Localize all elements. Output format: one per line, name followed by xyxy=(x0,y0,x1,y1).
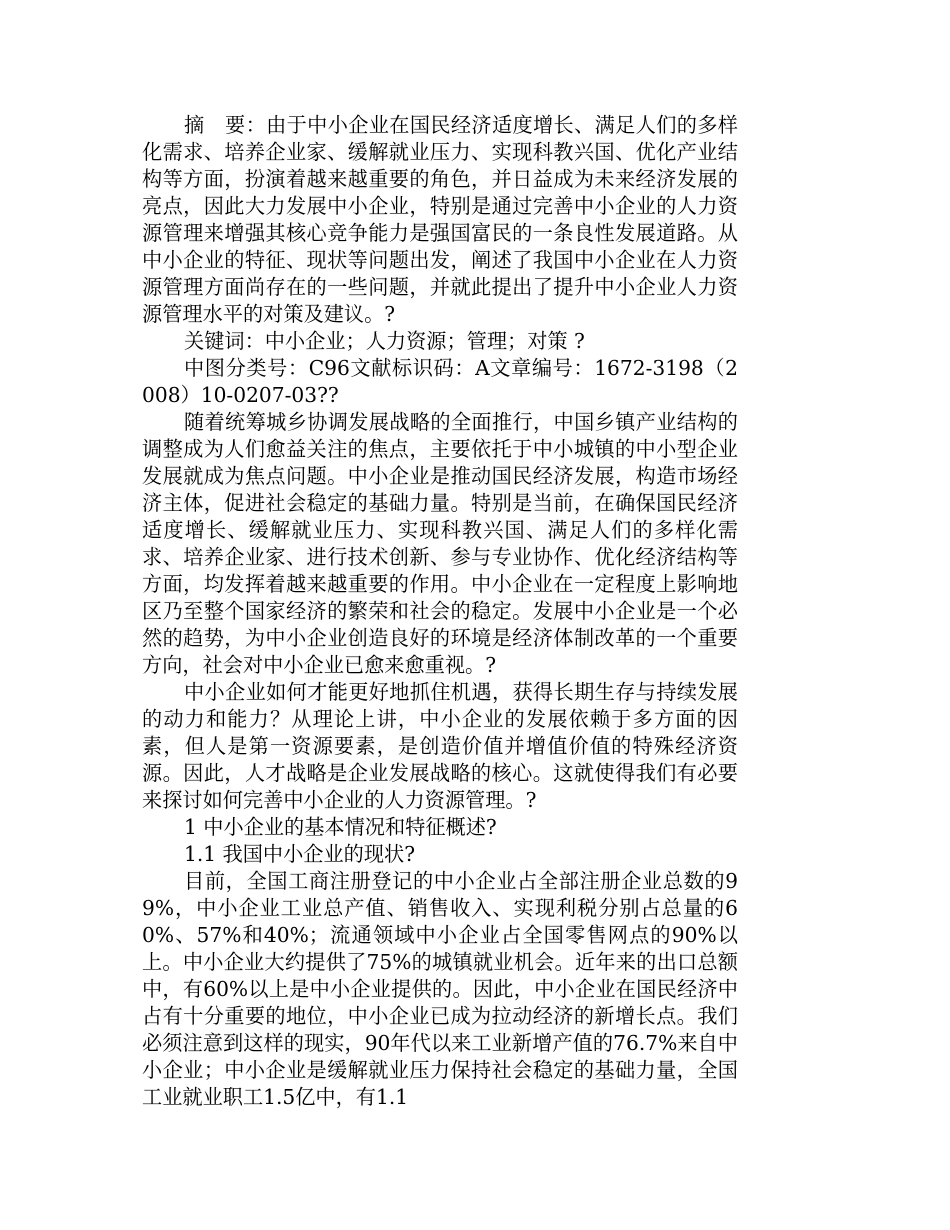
keywords-line: 关键词：中小企业；人力资源；管理；对策 ? xyxy=(184,329,585,353)
section-heading-1: 1 中小企业的基本情况和特征概述? xyxy=(184,815,497,839)
abstract-paragraph: 摘 要：由于中小企业在国民经济适度增长、满足人们的多样化需求、培养企业家、缓解就业压力、实现科教兴国、优化产业结构等方面，扮演着越来越重要的角色，并日益成为未来经济发展的亮点，因此大力发展中小企业，特别是通过完善中小企业的人力资源管理来增强其核心竞争能力是强国富民的一条良性发展道路。从中小企业的特征、现状等问题出发，阐述了我国中小企业在人力资源管理方面尚存在的一些问题，并就此提出了提升中小企业人力资源管理水平的对策及建议。? xyxy=(142,113,738,326)
body-paragraph-2: 中小企业如何才能更好地抓住机遇，获得长期生存与持续发展的动力和能力？从理论上讲，中小企业的发展依赖于多方面的因素，但人是第一资源要素，是创造价值并增值价值的特殊经济资源。因此，人才战略是企业发展战略的核心。这就使得我们有必要来探讨如何完善中小企业的人力资源管理。? xyxy=(142,680,738,812)
section-heading-1-1: 1.1 我国中小企业的现状? xyxy=(184,842,416,866)
classification-line: 中图分类号：C96文献标识码：A文章编号：1672-3198（2008）10-0207-03?? xyxy=(142,356,738,407)
body-paragraph-3: 目前，全国工商注册登记的中小企业占全部注册企业总数的99%，中小企业工业总产值、销售收入、实现利税分别占总量的60%、57%和40%；流通领域中小企业占全国零售网点的90%以上。中小企业大约提供了75%的城镇就业机会。近年来的出口总额中，有60%以上是中小企业提供的。因此，中小企业在国民经济中占有十分重要的地位，中小企业已成为拉动经济的新增长点。我们必须注意到这样的现实，90年代以来工业新增产值的76.7%来自中小企业；中小企业是缓解就业压力保持社会稳定的基础力量，全国工业就业职工1.5亿中，有1.1 xyxy=(142,869,738,1109)
body-paragraph-1: 随着统筹城乡协调发展战略的全面推行，中国乡镇产业结构的调整成为人们愈益关注的焦点，主要依托于中小城镇的中小型企业发展就成为焦点问题。中小企业是推动国民经济发展，构造市场经济主体，促进社会稳定的基础力量。特别是当前，在确保国民经济适度增长、缓解就业压力、实现科教兴国、满足人们的多样化需求、培养企业家、进行技术创新、参与专业协作、优化经济结构等方面，均发挥着越来越重要的作用。中小企业在一定程度上影响地区乃至整个国家经济的繁荣和社会的稳定。发展中小企业是一个必然的趋势，为中小企业创造良好的环境是经济体制改革的一个重要方向，社会对中小企业已愈来愈重视。? xyxy=(142,410,738,677)
document-page xyxy=(142,112,738,1111)
